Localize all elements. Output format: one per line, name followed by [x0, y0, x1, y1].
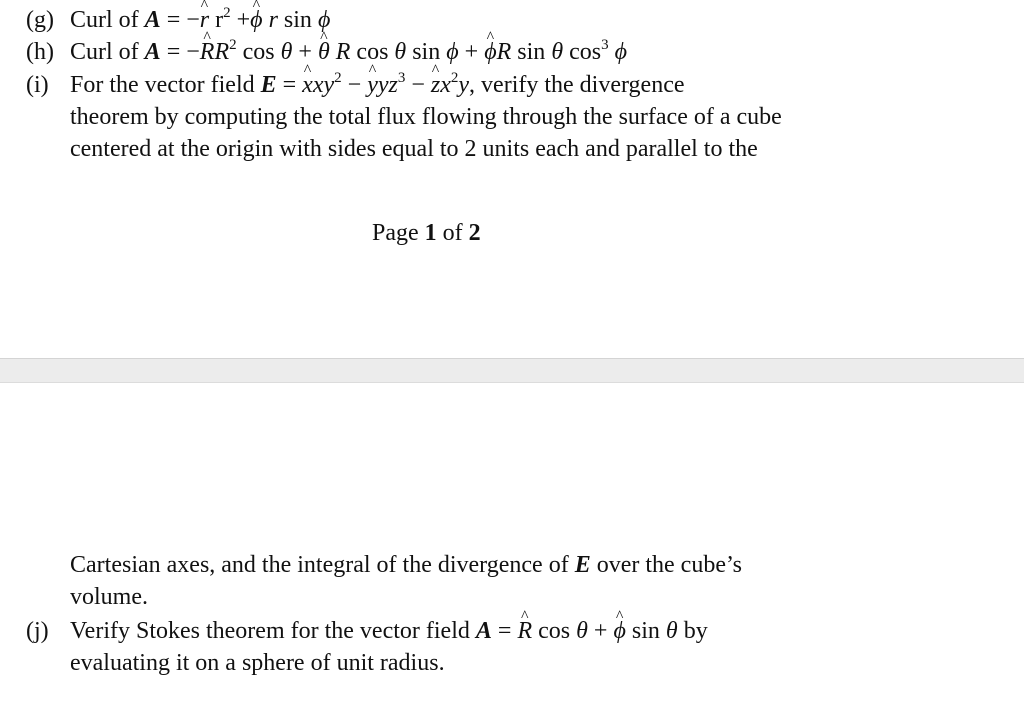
item-i-line-3: centered at the origin with sides equal to 2 units each and parallel to the — [70, 136, 758, 162]
item-i-line-5: volume. — [70, 584, 148, 610]
item-j-label: (j) — [26, 618, 49, 644]
page-separator — [0, 358, 1024, 383]
item-g-label: (g) — [26, 7, 54, 33]
page-number: Page 1 of 2 — [372, 220, 481, 246]
item-i-text: For the vector field E = x $\^{}xy^2 - y$ $\^{}yz^3 - z$ $\^{}x^2y$, verify the divergence — [70, 69, 685, 101]
item-i-equation: E = x $\^{}xy^2 - y$ $\^{}yz^3 - z$ $\^{}x^2y$ — [261, 72, 469, 98]
item-h-label: (h) — [26, 39, 54, 65]
item-j-line-2: evaluating it on a sphere of unit radius. — [70, 650, 445, 676]
item-h-text: Curl of A = −R $\^{}R^2$ cos θ + θ ^ R cos θ sin ϕ + ϕ ^R sin θ $\cos^3 \phi$ — [70, 36, 627, 68]
item-h-equation: A = −R $\^{}R^2$ cos θ + θ ^ R cos θ sin ϕ + ϕ ^R sin θ $\cos^3 \phi$ — [145, 39, 627, 65]
item-i-line-4: Cartesian axes, and the integral of the divergence of E over the cube’s — [70, 552, 742, 578]
item-j-text: Verify Stokes theorem for the vector field A = R ^ cos θ + ϕ ^ sin θ by — [70, 615, 708, 647]
item-j-equation: A = R ^ cos θ + ϕ ^ sin θ — [476, 618, 678, 644]
item-g-text: Curl of A = −r ^ $r^2 +\phi$ ^ r sin ϕ — [70, 4, 330, 36]
item-i-line-2: theorem by computing the total flux flowing through the surface of a cube — [70, 104, 782, 130]
item-g-equation: A = −r ^ $r^2 +\phi$ ^ r sin ϕ — [145, 7, 331, 33]
item-i-label: (i) — [26, 72, 49, 98]
document-page-2 — [0, 383, 1024, 709]
